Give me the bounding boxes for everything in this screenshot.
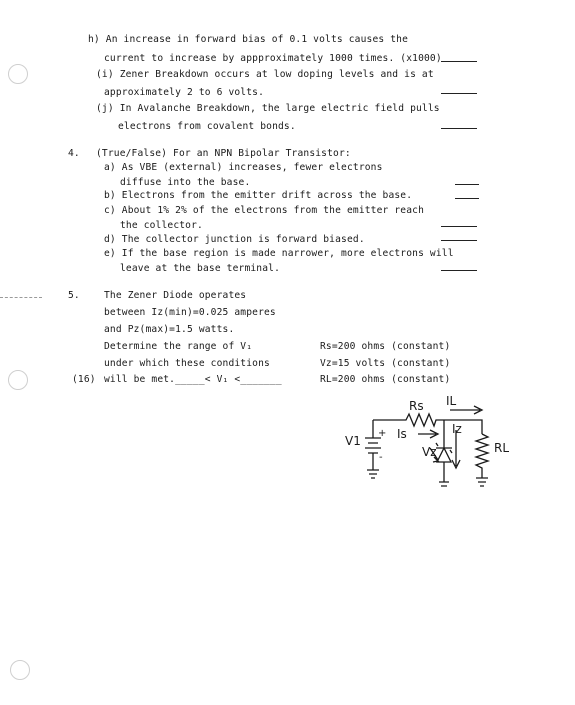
q4-d-line1: d) The collector junction is forward biased. bbox=[104, 234, 365, 245]
q5-number: 5. bbox=[68, 290, 80, 301]
label-iz: Iz bbox=[452, 422, 462, 436]
label-plus: + bbox=[378, 428, 387, 439]
q3-j-line2: electrons from covalent bonds. bbox=[118, 121, 296, 132]
q3-h-line1: h) An increase in forward bias of 0.1 volts causes the bbox=[88, 34, 408, 45]
q5-line5: under which these conditions bbox=[104, 358, 270, 369]
q5-given-vz: Vz=15 volts (constant) bbox=[320, 358, 451, 369]
load-resistor bbox=[476, 434, 488, 486]
q3-h-line2: current to increase by appproximately 1000 times. (x1000) bbox=[104, 53, 442, 64]
circuit-top-wire bbox=[373, 414, 482, 434]
q5-given-rs: Rs=200 ohms (constant) bbox=[320, 341, 451, 352]
q4-e-line1: e) If the base region is made narrower, more electrons will bbox=[104, 248, 454, 259]
q3-i-line2: approximately 2 to 6 volts. bbox=[104, 87, 264, 98]
label-is: Is bbox=[397, 427, 407, 441]
label-minus: - bbox=[379, 452, 383, 463]
label-rl: RL bbox=[494, 441, 510, 455]
zener-diode-symbol bbox=[436, 420, 452, 486]
q4-heading: (True/False) For an NPN Bipolar Transistor: bbox=[96, 148, 351, 159]
q4-number: 4. bbox=[68, 148, 80, 159]
q5-given-rl: RL=200 ohms (constant) bbox=[320, 374, 451, 385]
q5-line1: The Zener Diode operates bbox=[104, 290, 247, 301]
q3-i-line1: (i) Zener Breakdown occurs at low doping levels and is at bbox=[96, 69, 434, 80]
q3-j-line1: (j) In Avalanche Breakdown, the large electric field pulls bbox=[96, 103, 440, 114]
label-il: IL bbox=[446, 394, 457, 408]
q4-a-line2: diffuse into the base. bbox=[120, 177, 251, 188]
q5-line2: between Iz(min)=0.025 amperes bbox=[104, 307, 276, 318]
q5-line3: and Pz(max)=1.5 watts. bbox=[104, 324, 235, 335]
q5-points: (16) bbox=[72, 374, 96, 385]
is-arrow bbox=[418, 430, 438, 438]
q4-b-line1: b) Electrons from the emitter drift across the base. bbox=[104, 190, 413, 201]
label-vz: Vz bbox=[422, 445, 437, 459]
q5-line4: Determine the range of V₁ bbox=[104, 341, 253, 352]
q4-e-line2: leave at the base terminal. bbox=[120, 263, 280, 274]
label-v1: V1 bbox=[345, 434, 361, 448]
label-rs: Rs bbox=[409, 399, 424, 413]
q4-a-line1: a) As VBE (external) increases, fewer electrons bbox=[104, 162, 383, 173]
q4-c-line2: the collector. bbox=[120, 220, 203, 231]
q5-line6: will be met._____< V₁ <_______ bbox=[104, 374, 282, 385]
q4-c-line1: c) About 1% 2% of the electrons from the emitter reach bbox=[104, 205, 424, 216]
